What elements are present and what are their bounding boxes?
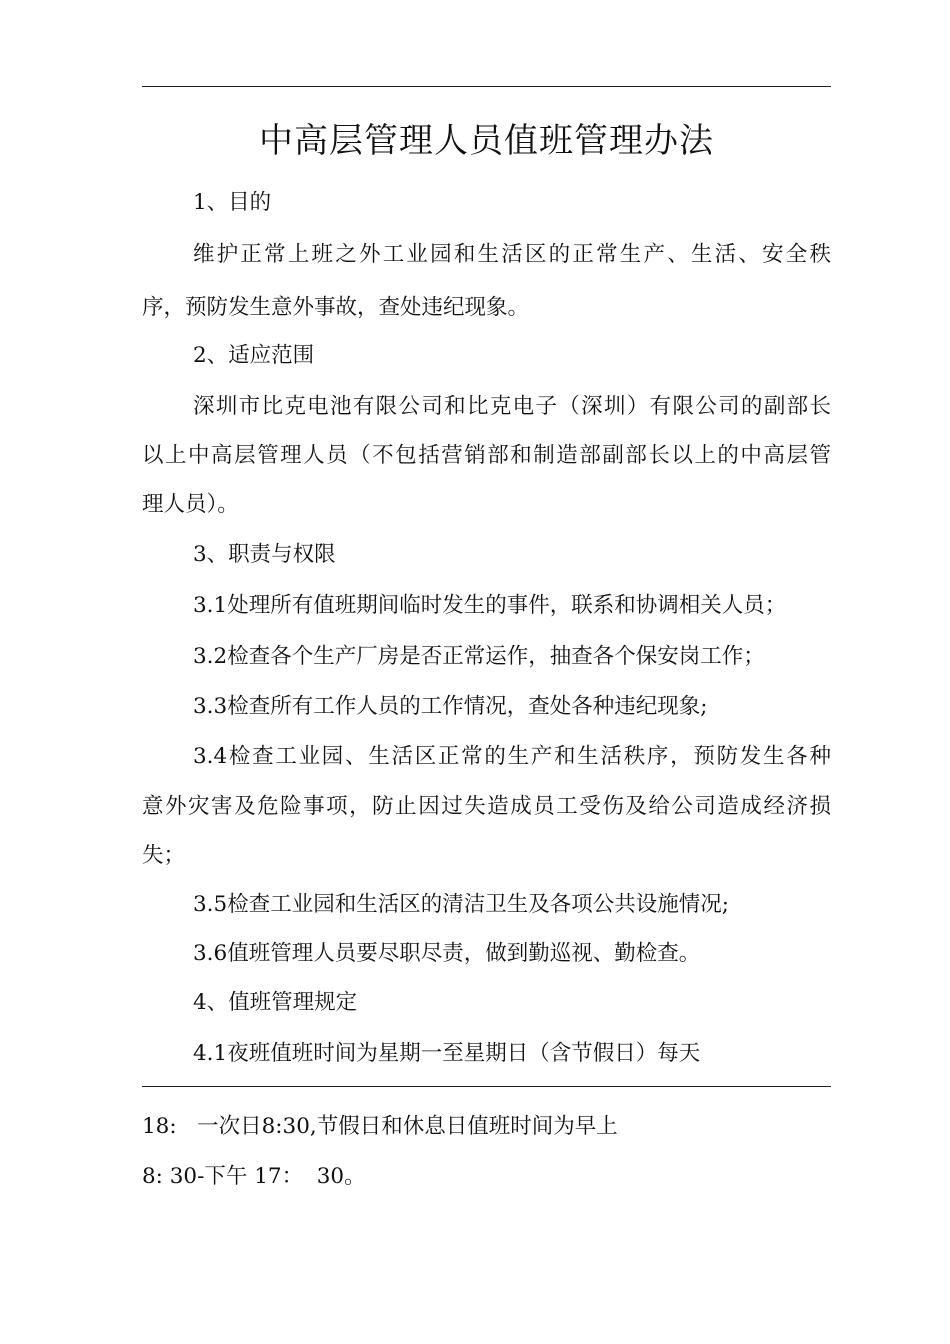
clause-continuation-line: 8: 30-下午 17： 30。 bbox=[142, 1164, 366, 1189]
section-heading-rules: 4、值班管理规定 bbox=[193, 990, 358, 1015]
page-break-rule bbox=[142, 1086, 831, 1087]
document-title: 中高层管理人员值班管理办法 bbox=[259, 121, 714, 161]
clause-line: 4.1夜班值班时间为星期一至星期日（含节假日）每天 bbox=[193, 1041, 701, 1066]
section-heading-purpose: 1、目的 bbox=[193, 190, 272, 215]
paragraph-line: 深圳市比克电池有限公司和比克电子（深圳）有限公司的副部长 bbox=[193, 394, 831, 419]
section-heading-duties: 3、职责与权限 bbox=[193, 542, 336, 567]
paragraph-line: 理人员）。 bbox=[142, 492, 239, 517]
clause-line: 3.3检查所有工作人员的工作情况，查处各种违纪现象; bbox=[193, 694, 708, 719]
paragraph-line: 序，预防发生意外事故，查处违纪现象。 bbox=[142, 295, 530, 320]
paragraph-line: 维护正常上班之外工业园和生活区的正常生产、生活、安全秩 bbox=[193, 242, 831, 267]
clause-line: 3.2检查各个生产厂房是否正常运作，抽查各个保安岗工作； bbox=[193, 644, 765, 669]
clause-line: 3.5检查工业园和生活区的清洁卫生及各项公共设施情况; bbox=[193, 892, 729, 917]
clause-line: 失； bbox=[142, 843, 186, 868]
section-heading-scope: 2、适应范围 bbox=[193, 343, 315, 368]
clause-line: 意外灾害及危险事项，防止因过失造成员工受伤及给公司造成经济损 bbox=[142, 794, 831, 819]
clause-line: 3.1处理所有值班期间临时发生的事件，联系和协调相关人员； bbox=[193, 593, 787, 618]
paragraph-line: 以上中高层管理人员（不包括营销部和制造部副部长以上的中高层管 bbox=[142, 443, 831, 468]
header-rule bbox=[142, 86, 831, 87]
clause-continuation-line: 18: 一次日8:30,节假日和休息日值班时间为早上 bbox=[142, 1114, 618, 1139]
clause-line: 3.6值班管理人员要尽职尽责，做到勤巡视、勤检查。 bbox=[193, 941, 701, 966]
clause-line: 3.4检查工业园、生活区正常的生产和生活秩序，预防发生各种 bbox=[193, 744, 831, 769]
